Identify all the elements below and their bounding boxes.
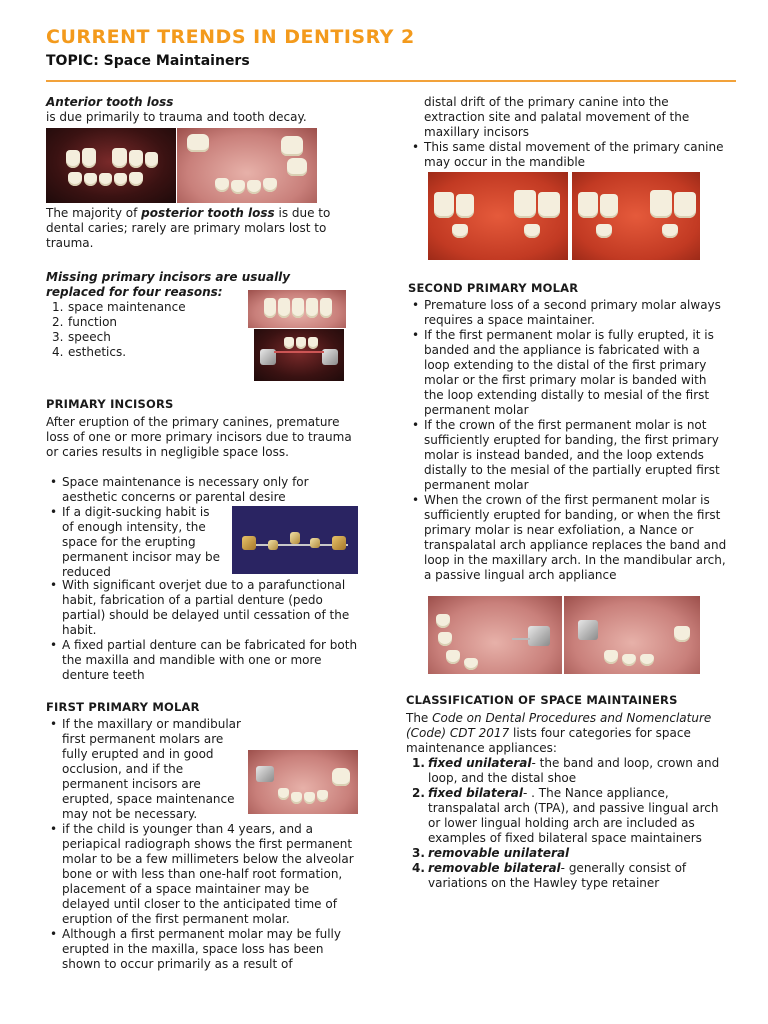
posterior-text-post: is due to dental caries; rarely are primary molars lost to trauma. xyxy=(46,206,331,250)
pedo-partial-photo-1 xyxy=(248,290,346,328)
list-item: • When the crown of the first permanent molar is sufficiently erupted for banding, or when the first primary molar is near exfoliation, a Nance or transpalatal arch appliance replaces the band and loop in the maxillary arch. In the mandibular arch, a passive lingual arch appliance xyxy=(408,493,728,583)
continuation-section xyxy=(408,95,728,170)
list-item: • If the crown of the first permanent molar is not sufficiently erupted for banding, the first primary molar is instead banded, and the loop extends distally to the mesial of the partially erupted first permanent molar xyxy=(408,418,728,493)
list-item: 2. fixed bilateral- . The Nance appliance, transpalatal arch (TPA), and passive lingual arch or lower lingual holding arch are included as examples of fixed bilateral space maintainers xyxy=(412,786,719,845)
list-item: 4. removable bilateral- generally consist of variations on the Hawley type retainer xyxy=(412,861,687,890)
anterior-loss-photo-1 xyxy=(46,128,176,203)
band-loop-photo-2 xyxy=(564,596,700,674)
primary-incisors-bullets-2 xyxy=(46,578,366,683)
canine-drift-photo-1 xyxy=(428,172,568,260)
list-item: • If a digit-sucking habit is of enough intensity, the space for the erupting permanent incisor may be reduced xyxy=(46,505,224,580)
list-item: 3. removable unilateral xyxy=(412,846,570,860)
first-primary-molar-section xyxy=(46,700,366,972)
list-item: • With significant overjet due to a parafunctional habit, fabrication of a partial denture (pedo partial) should be delayed until cessation of the habit. xyxy=(46,578,366,638)
list-item: • If the first permanent molar is fully erupted, it is banded and the appliance is fabricated with a loop extending to the distal of the first primary molar or the first primary molar is banded with the loop extending distally to mesial of the first permanent molar xyxy=(408,328,728,418)
posterior-tooth-loss-paragraph xyxy=(46,206,361,251)
band-loop-photo-1 xyxy=(428,596,562,674)
posterior-emphasis: posterior tooth loss xyxy=(141,206,275,220)
primary-incisors-heading: PRIMARY INCISORS xyxy=(46,397,174,411)
classification-section xyxy=(406,693,731,891)
list-item: • If the maxillary or mandibular first permanent molars are fully erupted and in good occlusion, and if the permanent incisors are erupted, space maintenance may not be necessary. xyxy=(46,717,242,822)
topic-heading: TOPIC: Space Maintainers xyxy=(46,53,250,69)
list-item: • Although a first permanent molar may be fully erupted in the maxilla, space loss has been shown to occur primarily as a result of xyxy=(46,927,358,972)
classification-intro: The Code on Dental Procedures and Nomenclature (Code) CDT 2017 lists four categories for space maintenance appliances: xyxy=(406,711,712,755)
posterior-text-pre: The majority of xyxy=(46,206,142,220)
primary-incisors-section xyxy=(46,397,366,460)
header-divider xyxy=(46,80,736,82)
list-item: 1. fixed unilateral- the band and loop, crown and loop, and the distal shoe xyxy=(412,756,720,785)
continuation-text: distal drift of the primary canine into the extraction site and palatal movement of the maxillary incisors xyxy=(424,95,690,139)
canine-drift-photo-2 xyxy=(572,172,700,260)
list-item: • if the child is younger than 4 years, and a periapical radiograph shows the first permanent molar to be a few millimeters below the alveolar bone or with less than one-half root formation, placement of a space maintainer may be delayed until closer to the anticipated time of eruption of the first permanent molar. xyxy=(46,822,358,927)
classification-list xyxy=(406,756,731,891)
document-title: CURRENT TRENDS IN DENTISRY 2 xyxy=(46,26,415,48)
second-primary-molar-heading: SECOND PRIMARY MOLAR xyxy=(408,281,579,295)
second-primary-molar-section xyxy=(408,281,728,583)
first-primary-molar-heading: FIRST PRIMARY MOLAR xyxy=(46,700,200,714)
anterior-tooth-loss-section xyxy=(46,95,361,125)
missing-incisors-heading: Missing primary incisors are usually replaced for four reasons: xyxy=(46,270,291,299)
anterior-loss-photo-2 xyxy=(177,128,317,203)
list-item: • A fixed partial denture can be fabricated for both the maxilla and mandible with one or more denture teeth xyxy=(46,638,366,683)
anterior-heading: Anterior tooth loss xyxy=(46,95,174,109)
list-item: • Premature loss of a second primary molar always requires a space maintainer. xyxy=(408,298,728,328)
pedo-partial-photo-2 xyxy=(254,329,344,381)
primary-incisors-intro: After eruption of the primary canines, premature loss of one or more primary incisors due to trauma or caries results in negligible space loss. xyxy=(46,415,352,459)
mandibular-molar-photo xyxy=(248,750,358,814)
appliance-photo xyxy=(232,506,358,574)
anterior-text: is due primarily to trauma and tooth decay. xyxy=(46,110,307,124)
list-item: • This same distal movement of the primary canine may occur in the mandible xyxy=(408,140,728,170)
list-item: 2. function xyxy=(52,315,118,329)
list-item: • Space maintenance is necessary only for aesthetic concerns or parental desire xyxy=(46,475,366,505)
list-item: 1. space maintenance xyxy=(52,300,186,314)
classification-heading: CLASSIFICATION OF SPACE MAINTAINERS xyxy=(406,693,678,707)
list-item: 3. speech xyxy=(52,330,111,344)
list-item: 4. esthetics. xyxy=(52,345,127,359)
